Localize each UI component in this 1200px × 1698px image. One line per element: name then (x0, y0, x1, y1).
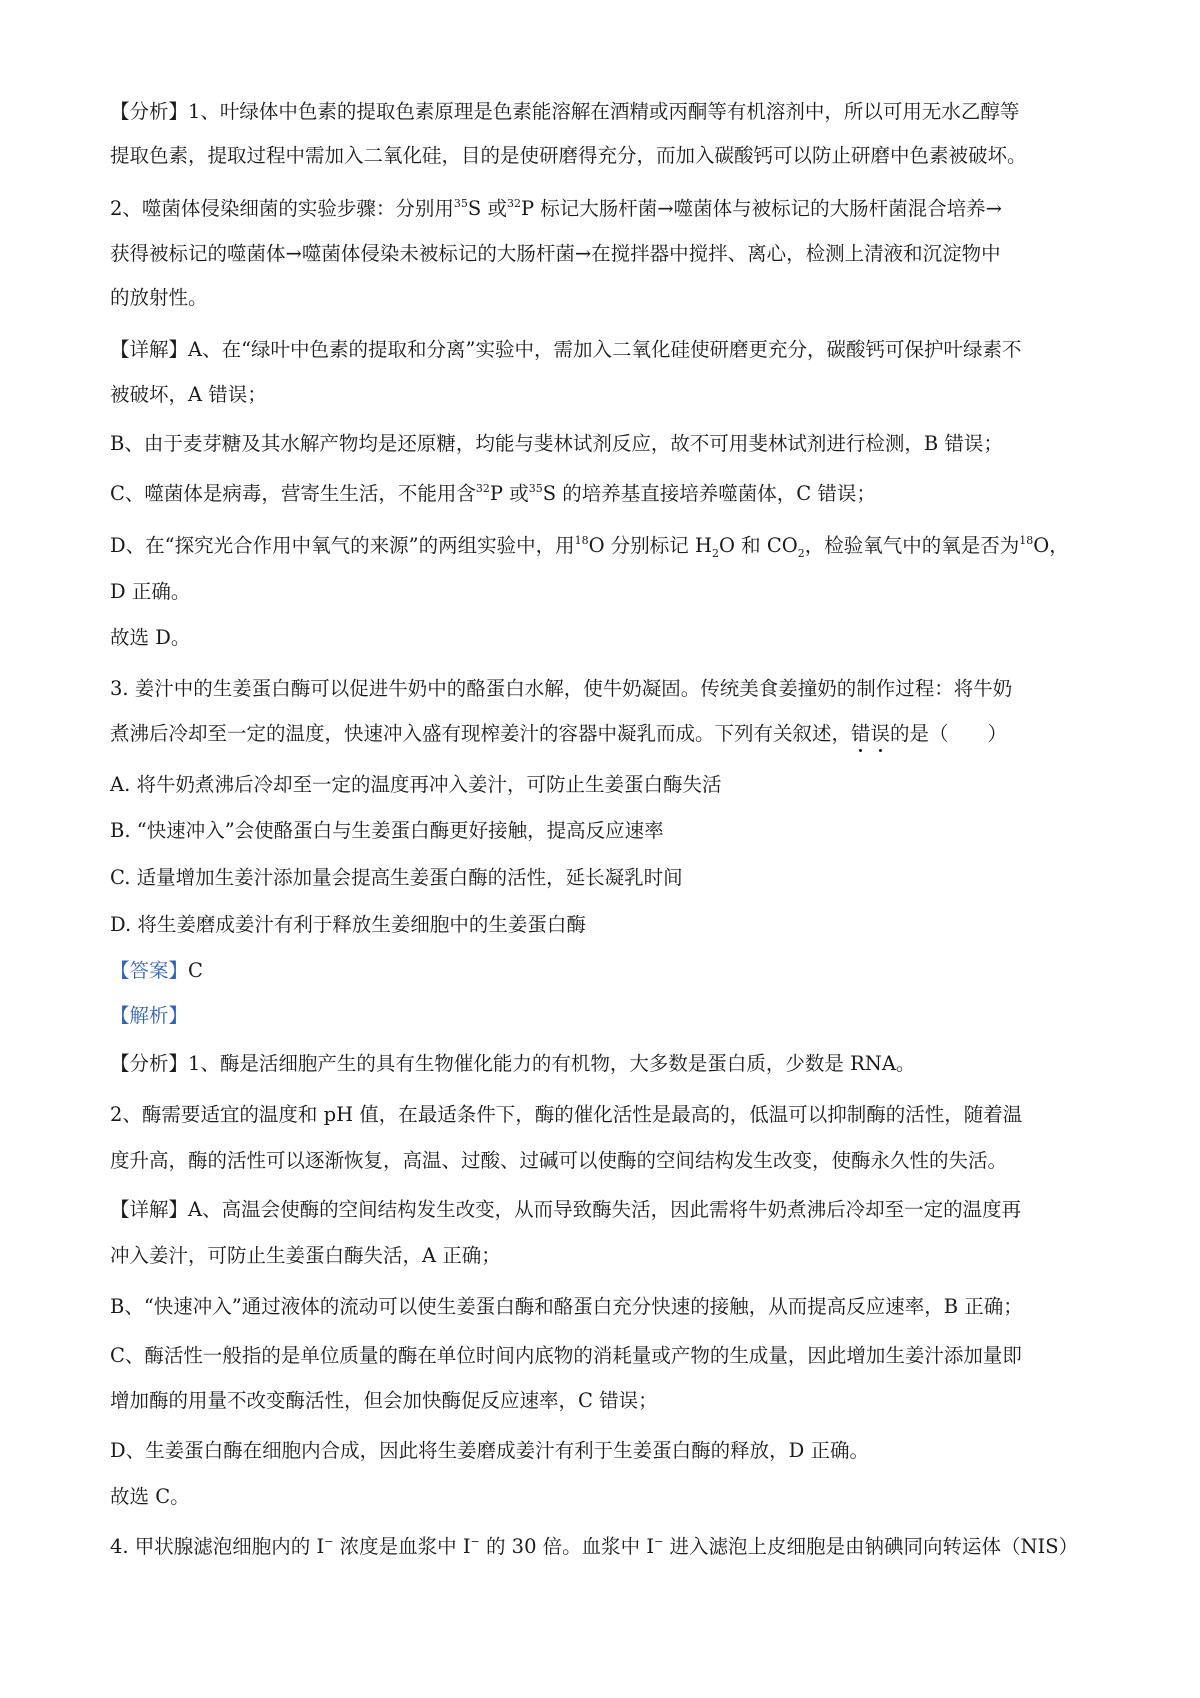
analysis-line-1: 【分析】1、叶绿体中色素的提取色素原理是色素能溶解在酒精或丙酮等有机溶剂中，所以可用无水乙醇等 (110, 100, 1020, 123)
question-4-line-1: 4. 甲状腺滤泡细胞内的 I− 浓度是血浆中 I− 的 30 倍。血浆中 I− 进入滤泡上皮细胞是由钠碘同向转运体（NIS） (110, 1534, 1079, 1558)
analysis-line-4: 获得被标记的噬菌体→噬菌体侵染未被标记的大肠杆菌→在搅拌器中搅拌、离心，检测上清液和沉淀物中 (110, 242, 1001, 265)
choice-conclusion-2: 故选 C。 (110, 1485, 190, 1508)
answer-line: 【答案】C (110, 959, 203, 982)
emphasis-char: 误 (870, 722, 891, 745)
detail2-line-4: C、酶活性一般指的是单位质量的酶在单位时间内底物的消耗量或产物的生成量，因此增加生姜汁添加量即 (110, 1344, 1022, 1367)
analysis2-line-1: 【分析】1、酶是活细胞产生的具有生物催化能力的有机物，大多数是蛋白质，少数是 RNA。 (110, 1052, 916, 1075)
option-b: B. “快速冲入”会使酪蛋白与生姜蛋白酶更好接触，提高反应速率 (110, 819, 664, 842)
question-3-line-2: 煮沸后冷却至一定的温度，快速冲入盛有现榨姜汁的容器中凝乳而成。下列有关叙述，错误的是（ ） (110, 722, 1008, 745)
detail-line-1: 【详解】A、在“绿叶中色素的提取和分离”实验中，需加入二氧化硅使研磨更充分，碳酸钙可保护叶绿素不 (110, 338, 1022, 361)
detail-line-6: D 正确。 (110, 580, 191, 603)
analysis-line-3: 2、噬菌体侵染细菌的实验步骤：分别用$^{35}$S 或$^{32}$P 标记大肠杆菌→噬菌体与被标记的大肠杆菌混合培养→ (110, 196, 1002, 220)
choice-conclusion: 故选 D。 (110, 626, 191, 649)
detail-line-5: D、在“探究光合作用中氧气的来源”的两组实验中，用$^{18}$O 分别标记 $H_2O$ 和 $CO_2$，检验氧气中的氧是否为$^{18}$O， (110, 533, 1069, 560)
option-d: D. 将生姜磨成姜汁有利于释放生姜细胞中的生姜蛋白酶 (110, 913, 586, 936)
analysis2-line-2: 2、酶需要适宜的温度和 pH 值，在最适条件下，酶的催化活性是最高的，低温可以抑制酶的活性，随着温 (110, 1103, 1023, 1126)
option-a: A. 将牛奶煮沸后冷却至一定的温度再冲入姜汁，可防止生姜蛋白酶失活 (110, 773, 722, 796)
analysis-line-2: 提取色素，提取过程中需加入二氧化硅，目的是使研磨得充分，而加入碳酸钙可以防止研磨中色素被破坏。 (110, 144, 1027, 167)
detail-line-2: 被破坏，A 错误； (110, 383, 267, 406)
question-3-line-1: 3. 姜汁中的生姜蛋白酶可以促进牛奶中的酪蛋白水解，使牛奶凝固。传统美食姜撞奶的制作过程：将牛奶 (110, 677, 1013, 700)
detail2-line-6: D、生姜蛋白酶在细胞内合成，因此将生姜磨成姜汁有利于生姜蛋白酶的释放，D 正确。 (110, 1439, 869, 1462)
detail2-line-1: 【详解】A、高温会使酶的空间结构发生改变，从而导致酶失活，因此需将牛奶煮沸后冷却至一定的温度再 (110, 1198, 1022, 1221)
detail-line-4: C、噬菌体是病毒，营寄生生活，不能用含$^{32}$P 或$^{35}$S 的培养基直接培养噬菌体，C 错误； (110, 481, 876, 505)
analysis2-line-3: 度升高，酶的活性可以逐渐恢复，高温、过酸、过碱可以使酶的空间结构发生改变，使酶永久性的失活。 (110, 1149, 1008, 1172)
detail2-line-3: B、“快速冲入”通过液体的流动可以使生姜蛋白酶和酪蛋白充分快速的接触，从而提高反应速率，B 正确； (110, 1295, 1023, 1318)
emphasis-char: 错 (851, 722, 871, 745)
answer-tag: 【答案】 (110, 959, 189, 982)
detail2-line-2: 冲入姜汁，可防止生姜蛋白酶失活，A 正确； (110, 1244, 501, 1267)
explanation-tag: 【解析】 (110, 1004, 189, 1027)
option-c: C. 适量增加生姜汁添加量会提高生姜蛋白酶的活性，延长凝乳时间 (110, 866, 683, 889)
detail-line-3: B、由于麦芽糖及其水解产物均是还原糖，均能与斐林试剂反应，故不可用斐林试剂进行检测，B 错误； (110, 432, 1003, 455)
detail2-line-5: 增加酶的用量不改变酶活性，但会加快酶促反应速率，C 错误； (110, 1389, 658, 1412)
analysis-line-5: 的放射性。 (110, 286, 208, 309)
